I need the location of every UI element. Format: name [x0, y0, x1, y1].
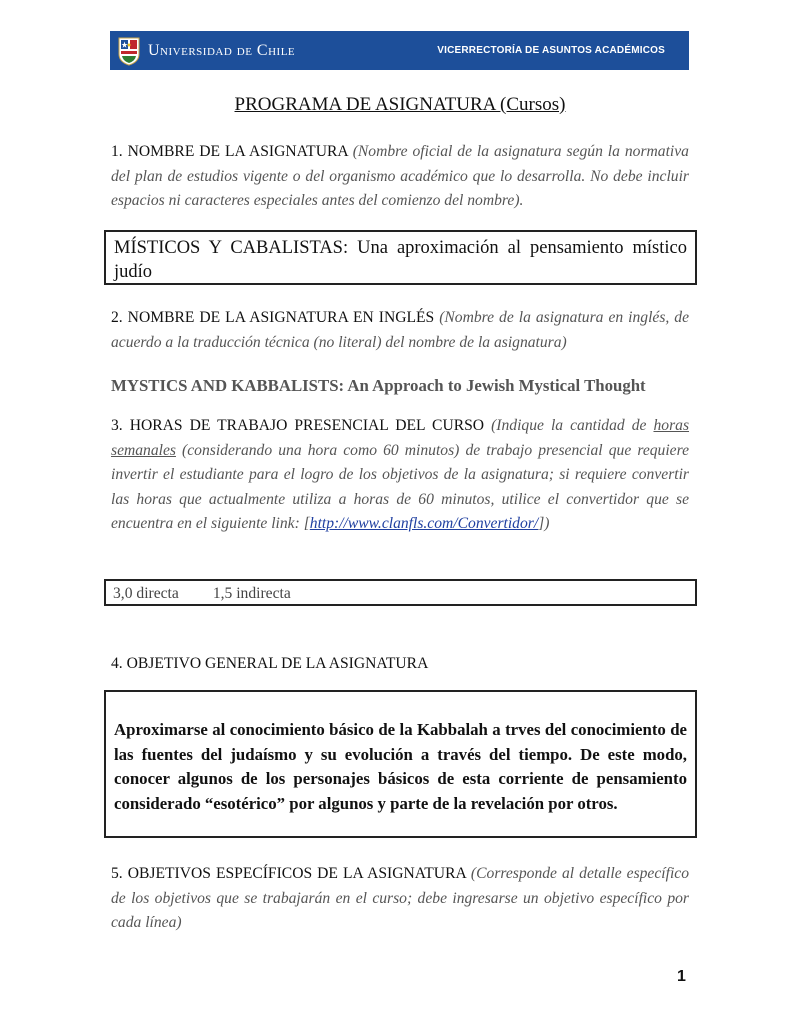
hours-direct: 3,0 directa [113, 585, 179, 602]
section-3-note-body: (considerando una hora como 60 minutos) de trabajo presencial que requiere invertir el estudiante para el logro de los objetivos de la asignatura; si requiere convertir las horas que actualmente utiliza a horas de 60 minutos, utilice el convertidor que se encuentra en el siguiente link: [ [111, 441, 689, 532]
section-3-note-open: (Indique la cantidad de [491, 417, 654, 434]
hours-indirect: 1,5 indirecta [212, 585, 291, 602]
course-name-value: MÍSTICOS Y CABALISTAS: Una aproximación al pensamiento místico judío [114, 238, 687, 282]
university-name: Universidad de Chile [148, 41, 296, 59]
english-name [111, 376, 646, 396]
university-crest-icon [118, 36, 140, 66]
section-3-note-close: ]) [538, 515, 550, 532]
course-name-box [104, 230, 697, 285]
general-objective-value: Aproximarse al conocimiento básico de la Kabbalah a trves del conocimiento de las fuentes del judaísmo y su evolución a través del tiempo. De este modo, conocer algunos de los personajes básicos de esta corriente de pensamiento considerado “esotérico” por algunos y parte de la revelación por otros. [114, 720, 687, 813]
section-1-heading: 1. NOMBRE DE LA ASIGNATURA [111, 143, 348, 160]
section-2 [111, 306, 689, 355]
section-2-heading: 2. NOMBRE DE LA ASIGNATURA EN INGLÉS [111, 309, 435, 326]
section-5-note: (Corresponde al detalle específico de los objetivos que se trabajarán en el curso; debe ingresarse un objetivo específico por cada línea) [111, 865, 689, 931]
section-3 [111, 414, 689, 537]
section-2-note: (Nombre de la asignatura en inglés, de acuerdo a la traducción técnica (no literal) del nombre de la asignatura) [111, 309, 690, 351]
institution-banner [110, 31, 689, 70]
english-name-rest: An Approach to Jewish Mystical Thought [344, 376, 646, 395]
section-3-note-underlined: horas semanales [111, 417, 690, 459]
section-1 [111, 140, 689, 214]
office-name: VICERRECTORÍA DE ASUNTOS ACADÉMICOS [437, 45, 665, 56]
section-3-heading: 3. HORAS DE TRABAJO PRESENCIAL DEL CURSO [111, 417, 485, 434]
section-5-heading: 5. OBJETIVOS ESPECÍFICOS DE LA ASIGNATURA [111, 865, 466, 882]
section-1-note: (Nombre oficial de la asignatura según la normativa del plan de estudios vigente o del organismo académico que lo desarrolla. No debe incluir espacios ni caracteres especiales antes del comienzo del nombre). [111, 143, 689, 209]
converter-link[interactable]: http://www.clanfls.com/Convertidor/ [309, 515, 539, 532]
section-5 [111, 862, 689, 936]
english-name-caps: MYSTICS AND KABBALISTS: [111, 376, 345, 395]
page-title: PROGRAMA DE ASIGNATURA (Cursos) [234, 94, 566, 115]
section-3-note [111, 417, 689, 532]
general-objective-box [104, 690, 697, 838]
hours-box [104, 579, 697, 606]
brand [118, 36, 295, 66]
section-4 [111, 652, 689, 677]
section-4-heading: 4. OBJETIVO GENERAL DE LA ASIGNATURA [111, 655, 429, 672]
page-number: 1 [677, 968, 686, 985]
